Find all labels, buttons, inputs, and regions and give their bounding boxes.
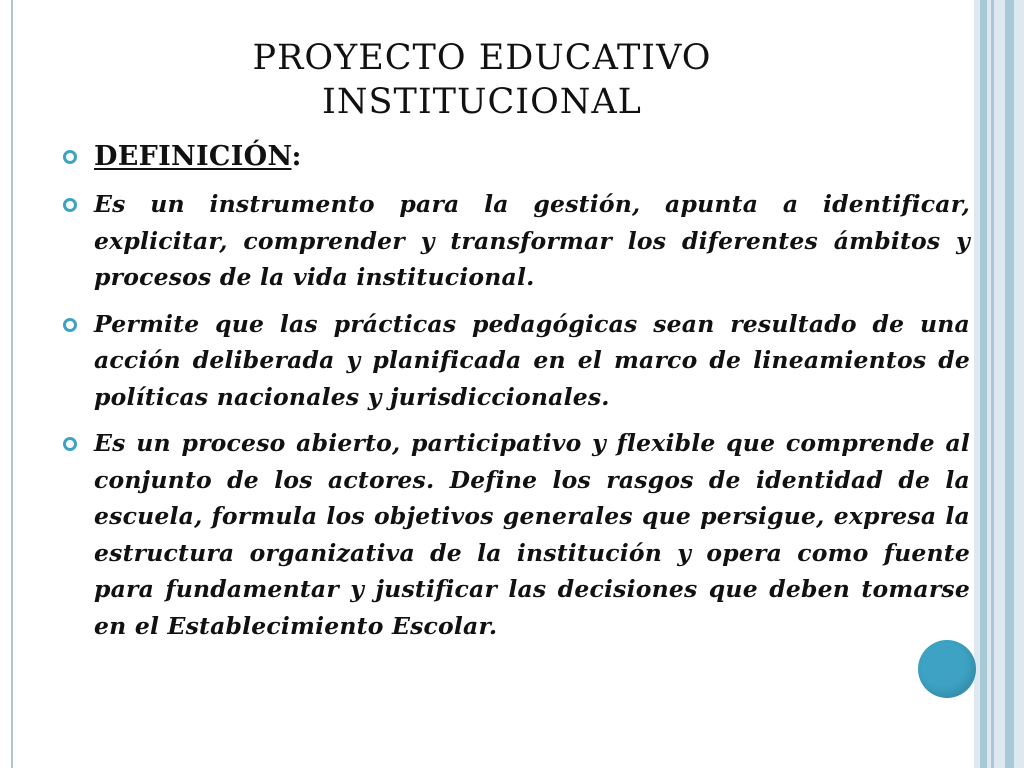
definition-heading-text: DEFINICIÓN xyxy=(94,141,292,172)
bullet-list xyxy=(62,138,970,654)
right-decorative-band xyxy=(974,0,1024,768)
list-item xyxy=(62,186,970,296)
definition-heading xyxy=(94,138,970,176)
band-stripe xyxy=(1005,0,1014,768)
list-item xyxy=(62,306,970,416)
paragraph-2: Permite que las prácticas pedagógicas sean resultado de una acción deliberada y planificada en el marco de lineamientos de políticas nacionales y jurisdiccionales. xyxy=(94,309,970,411)
ring-bullet-icon xyxy=(62,317,78,333)
left-border-line xyxy=(11,0,13,768)
band-stripe xyxy=(980,0,987,768)
list-item xyxy=(62,425,970,644)
slide-title xyxy=(200,36,764,124)
title-line-2: INSTITUCIONAL xyxy=(322,82,642,122)
title-line-1: PROYECTO EDUCATIVO xyxy=(252,38,712,78)
paragraph-3: Es un proceso abierto, participativo y flexible que comprende al conjunto de los actores. Define los rasgos de identidad de la escuela, formula los objetivos generales que persigue, expresa la estructura organizativa de la institución y opera como fuente para fundamentar y justificar las decisiones que deben tomarse en el Establecimiento Escolar. xyxy=(94,429,970,640)
ring-bullet-icon xyxy=(62,436,78,452)
ring-bullet-icon xyxy=(62,197,78,213)
paragraph-1: Es un instrumento para la gestión, apunta a identificar, explicitar, comprender y transformar los diferentes ámbitos y procesos de la vida institucional. xyxy=(94,190,970,291)
band-stripe xyxy=(991,0,994,768)
ring-bullet-icon xyxy=(62,149,78,165)
definition-heading-colon: : xyxy=(291,141,302,172)
list-item-heading xyxy=(62,138,970,176)
